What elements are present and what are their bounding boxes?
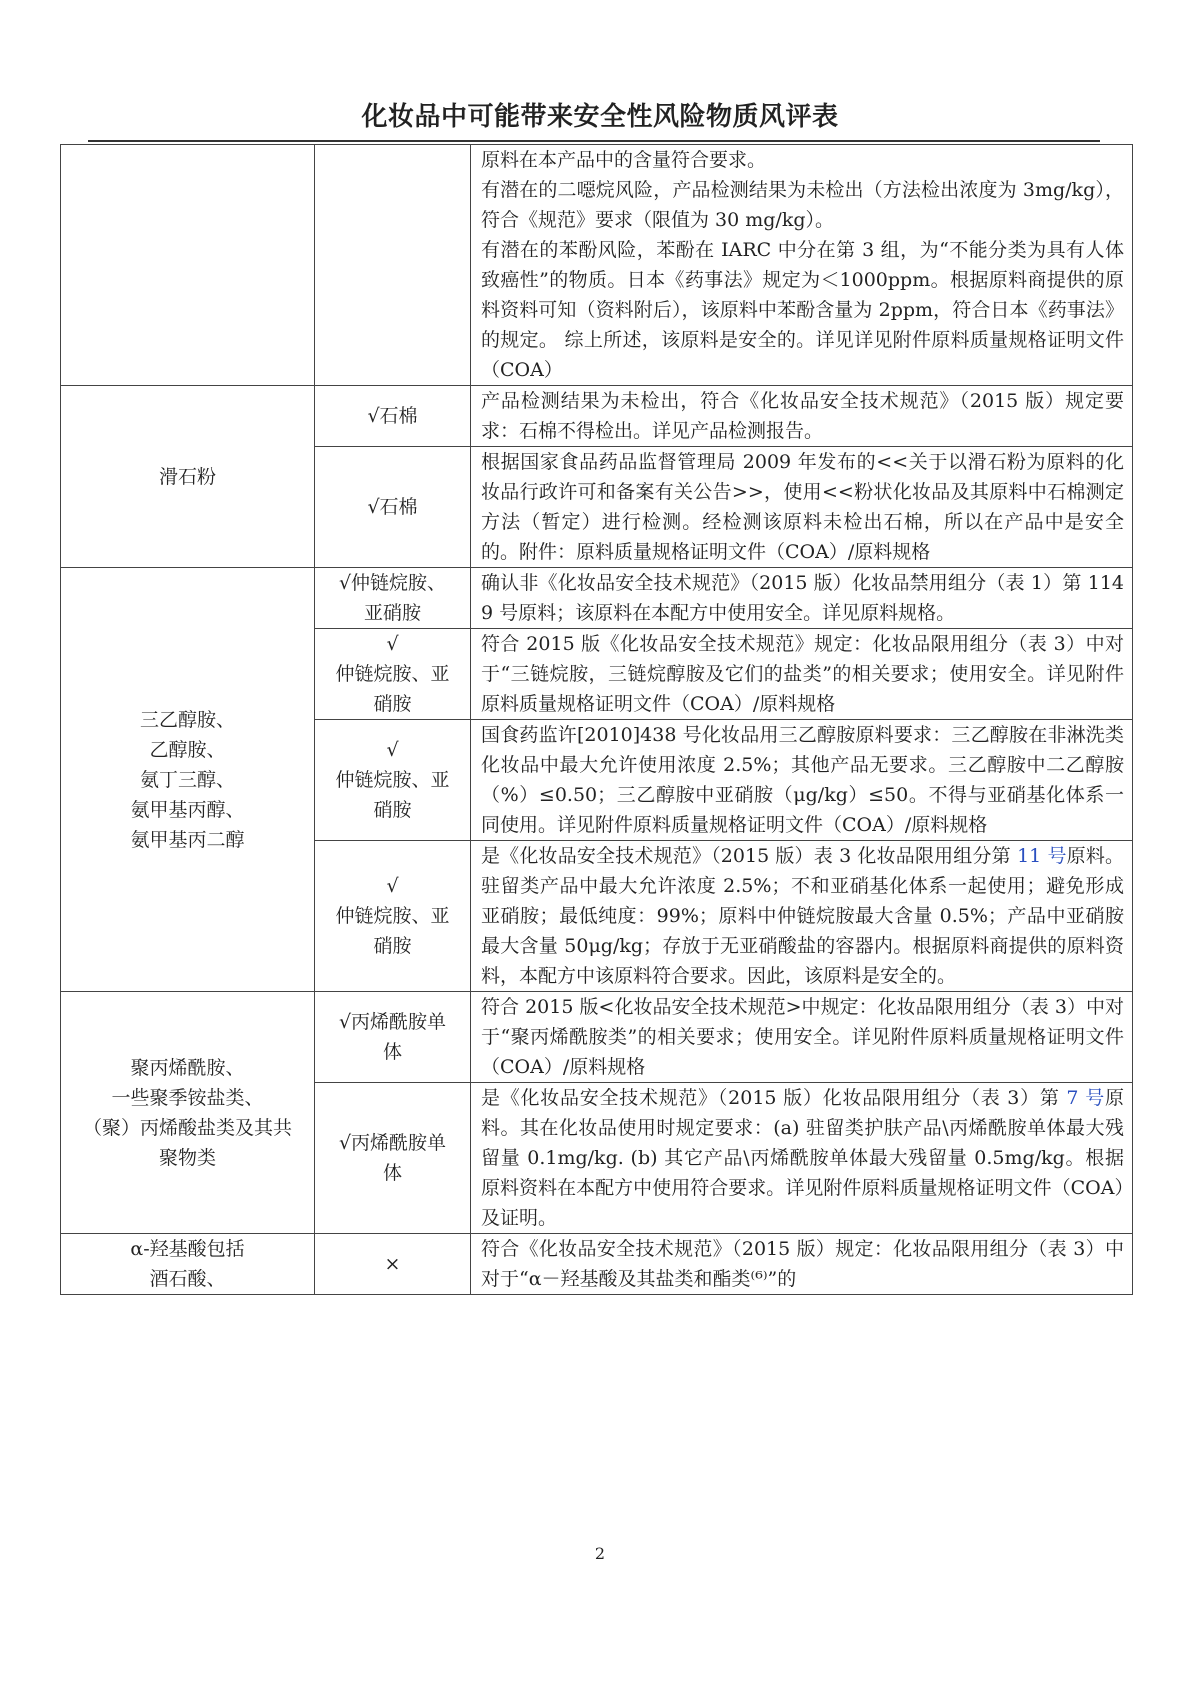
table-row xyxy=(61,568,1133,629)
risk-cell xyxy=(315,145,471,386)
title-rule xyxy=(88,140,1100,142)
assessment-cell xyxy=(471,841,1133,992)
entry-number-link[interactable]: 11 号 xyxy=(1017,845,1067,867)
entry-number-link[interactable]: 7 号 xyxy=(1066,1087,1105,1109)
table-row xyxy=(61,1234,1133,1295)
assessment-cell: 根据国家食品药品监督管理局 2009 年发布的<<关于以滑石粉为原料的化妆品行政许可和备案有关公告>>，使用<<粉状化妆品及其原料中石棉测定方法（暂定）进行检测。经检测该原料未检出石棉，所以在产品中是安全的。附件：原料质量规格证明文件（COA）/原料规格 xyxy=(471,447,1133,568)
page-title: 化妆品中可能带来安全性风险物质风评表 xyxy=(361,102,839,132)
risk-cell: √石棉 xyxy=(315,447,471,568)
assessment-cell: 符合《化妆品安全技术规范》（2015 版）规定：化妆品限用组分（表 3）中对于“α－羟基酸及其盐类和酯类⁽⁶⁾”的 xyxy=(471,1234,1133,1295)
risk-cell: √仲链烷胺、 亚硝胺 xyxy=(315,568,471,629)
substance-cell: 聚丙烯酰胺、 一些聚季铵盐类、 （聚）丙烯酸盐类及其共 聚物类 xyxy=(61,992,315,1234)
table-row xyxy=(61,992,1133,1083)
risk-cell: √石棉 xyxy=(315,386,471,447)
substance-cell: 滑石粉 xyxy=(61,386,315,568)
risk-cell: √丙烯酰胺单 体 xyxy=(315,1083,471,1234)
risk-cell: × xyxy=(315,1234,471,1295)
assessment-cell: 确认非《化妆品安全技术规范》（2015 版）化妆品禁用组分（表 1）第 1149 号原料；该原料在本配方中使用安全。详见原料规格。 xyxy=(471,568,1133,629)
table-row xyxy=(61,145,1133,386)
assessment-cell xyxy=(471,1083,1133,1234)
assessment-text: 原料。驻留类产品中最大允许浓度 2.5%；不和亚硝基化体系一起使用；避免形成亚硝胺；最低纯度：99%；原料中仲链烷胺最大含量 0.5%；产品中亚硝胺最大含量 50μg/kg；存放于无亚硝酸盐的容器内。根据原料商提供的原料资料，本配方中该原料符合要求。因此，该原料是安全的。 xyxy=(481,845,1124,987)
page-number: 2 xyxy=(594,1544,606,1563)
assessment-cell: 符合 2015 版《化妆品安全技术规范》规定：化妆品限用组分（表 3）中对于“三链烷胺，三链烷醇胺及它们的盐类”的相关要求；使用安全。详见附件原料质量规格证明文件（COA）/原料规格 xyxy=(471,629,1133,720)
table-row xyxy=(61,386,1133,447)
risk-cell: √ 仲链烷胺、亚 硝胺 xyxy=(315,720,471,841)
risk-cell: √丙烯酰胺单 体 xyxy=(315,992,471,1083)
assessment-cell: 原料在本产品中的含量符合要求。 有潜在的二噁烷风险，产品检测结果为未检出（方法检出浓度为 3mg/kg），符合《规范》要求（限值为 30 mg/kg）。 有潜在的苯酚风险，苯酚在 IARC 中分在第 3 组，为“不能分类为具有人体致癌性”的物质。日本《药事法》规定为＜1000ppm。根据原料商提供的原料资料可知（资料附后），该原料中苯酚含量为 2ppm，符合日本《药事法》的规定。 综上所述，该原料是安全的。详见详见附件原料质量规格证明文件（COA） xyxy=(471,145,1133,386)
risk-cell: √ 仲链烷胺、亚 硝胺 xyxy=(315,629,471,720)
substance-cell xyxy=(61,145,315,386)
assessment-cell: 国食药监许[2010]438 号化妆品用三乙醇胺原料要求：三乙醇胺在非淋洗类化妆品中最大允许使用浓度 2.5%；其他产品无要求。三乙醇胺中二乙醇胺（%）≤0.50；三乙醇胺中亚硝胺（μg/kg）≤50。不得与亚硝基化体系一同使用。详见附件原料质量规格证明文件（COA）/原料规格 xyxy=(471,720,1133,841)
assessment-text: 原料。其在化妆品使用时规定要求：(a) 驻留类护肤产品\丙烯酰胺单体最大残留量 0.1mg/kg. (b) 其它产品\丙烯酰胺单体最大残留量 0.5mg/kg。根据原料资料在本配方中使用符合要求。详见附件原料质量规格证明文件（COA）及证明。 xyxy=(481,1087,1124,1229)
substance-cell: α-羟基酸包括 酒石酸、 xyxy=(61,1234,315,1295)
assessment-text: 是《化妆品安全技术规范》（2015 版）化妆品限用组分（表 3）第 xyxy=(481,1087,1067,1109)
assessment-cell: 产品检测结果为未检出，符合《化妆品安全技术规范》（2015 版）规定要求：石棉不得检出。详见产品检测报告。 xyxy=(471,386,1133,447)
risk-assessment-table xyxy=(60,144,1133,1295)
assessment-cell: 符合 2015 版<化妆品安全技术规范>中规定：化妆品限用组分（表 3）中对于“聚丙烯酰胺类”的相关要求；使用安全。详见附件原料质量规格证明文件（COA）/原料规格 xyxy=(471,992,1133,1083)
risk-cell: √ 仲链烷胺、亚 硝胺 xyxy=(315,841,471,992)
substance-cell: 三乙醇胺、 乙醇胺、 氨丁三醇、 氨甲基丙醇、 氨甲基丙二醇 xyxy=(61,568,315,992)
assessment-text: 是《化妆品安全技术规范》（2015 版）表 3 化妆品限用组分第 xyxy=(481,845,1018,867)
